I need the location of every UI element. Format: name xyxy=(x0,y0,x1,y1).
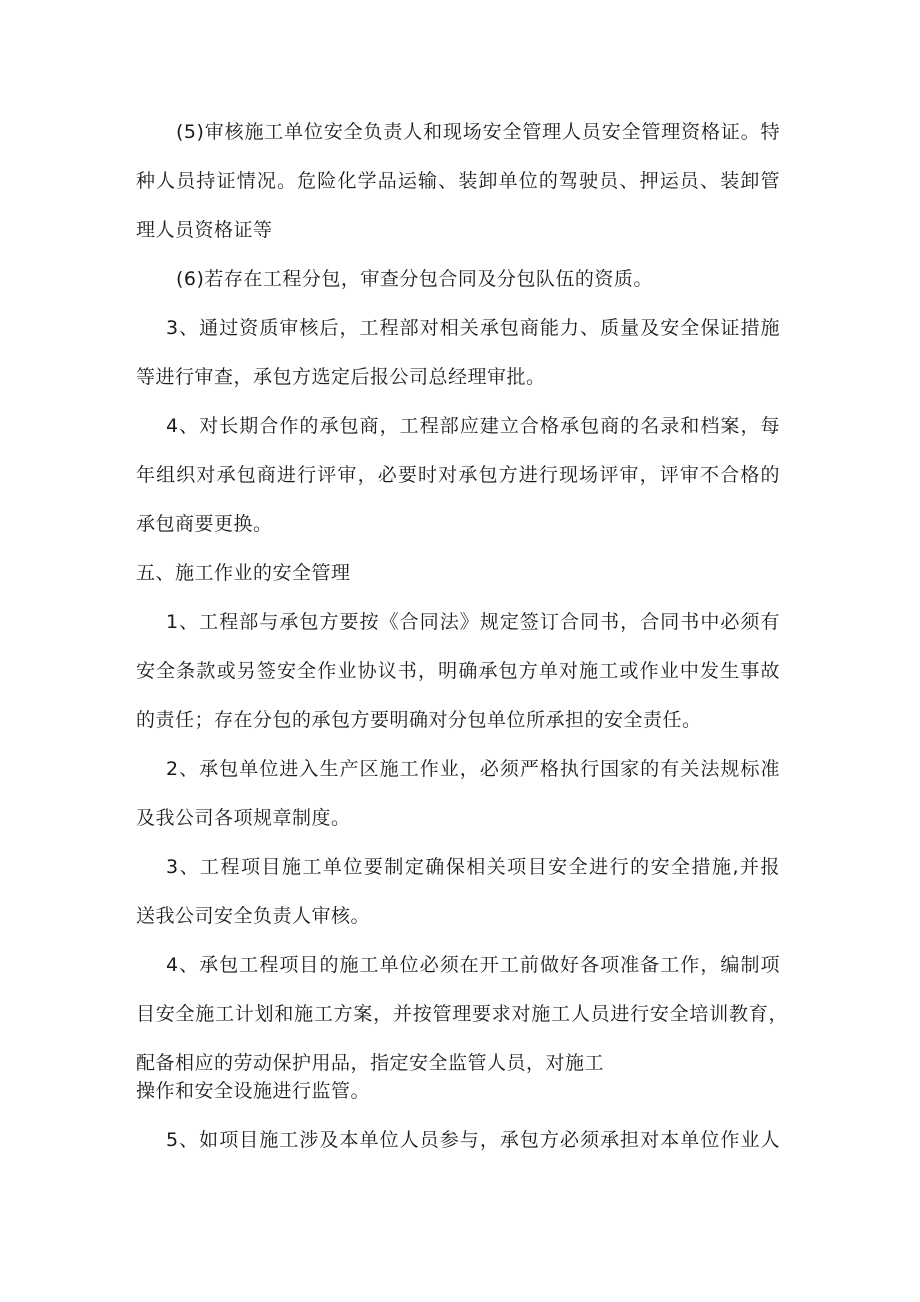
text-line: 目安全施工计划和施工方案，并按管理要求对施工人员进行安全培训教育， xyxy=(136,1003,788,1025)
text-line: 1、工程部与承包方要按《合同法》规定签订合同书，合同书中必须有 xyxy=(166,611,780,633)
text-line: 的责任；存在分包的承包方要明确对分包单位所承担的安全责任。 xyxy=(136,709,702,731)
text-line: 操作和安全设施进行监管。 xyxy=(136,1080,371,1102)
text-line: 及我公司各项规章制度。 xyxy=(136,807,351,829)
text-line: 配备相应的劳动保护用品，指定安全监管人员，对施工 xyxy=(136,1052,605,1074)
text-line: 年组织对承包商进行评审，必要时对承包方进行现场评审，评审不合格的 xyxy=(136,464,780,486)
section-heading: 五、施工作业的安全管理 xyxy=(136,562,351,584)
text-line: 3、通过资质审核后，工程部对相关承包商能力、质量及安全保证措施 xyxy=(166,317,780,339)
text-line: 3、工程项目施工单位要制定确保相关项目安全进行的安全措施,并报 xyxy=(166,856,780,878)
text-line: 安全条款或另签安全作业协议书，明确承包方单对施工或作业中发生事故 xyxy=(136,660,780,682)
text-line: 理人员资格证等 xyxy=(136,219,273,241)
text-line: 2、承包单位进入生产区施工作业，必须严格执行国家的有关法规标准 xyxy=(166,758,780,780)
text-line: 等进行审查，承包方选定后报公司总经理审批。 xyxy=(136,366,546,388)
text-line: (6)若存在工程分包，审查分包合同及分包队伍的资质。 xyxy=(176,268,653,290)
text-line: 种人员持证情况。危险化学品运输、装卸单位的驾驶员、押运员、装卸管 xyxy=(136,170,780,192)
text-line: 4、承包工程项目的施工单位必须在开工前做好各项准备工作，编制项 xyxy=(166,954,780,976)
text-line: 承包商要更换。 xyxy=(136,513,273,535)
text-line: 5、如项目施工涉及本单位人员参与，承包方必须承担对本单位作业人 xyxy=(166,1129,780,1151)
text-line: (5)审核施工单位安全负责人和现场安全管理人员安全管理资格证。特 xyxy=(176,121,780,143)
text-line: 送我公司安全负责人审核。 xyxy=(136,905,371,927)
text-line: 4、对长期合作的承包商，工程部应建立合格承包商的名录和档案，每 xyxy=(166,415,780,437)
